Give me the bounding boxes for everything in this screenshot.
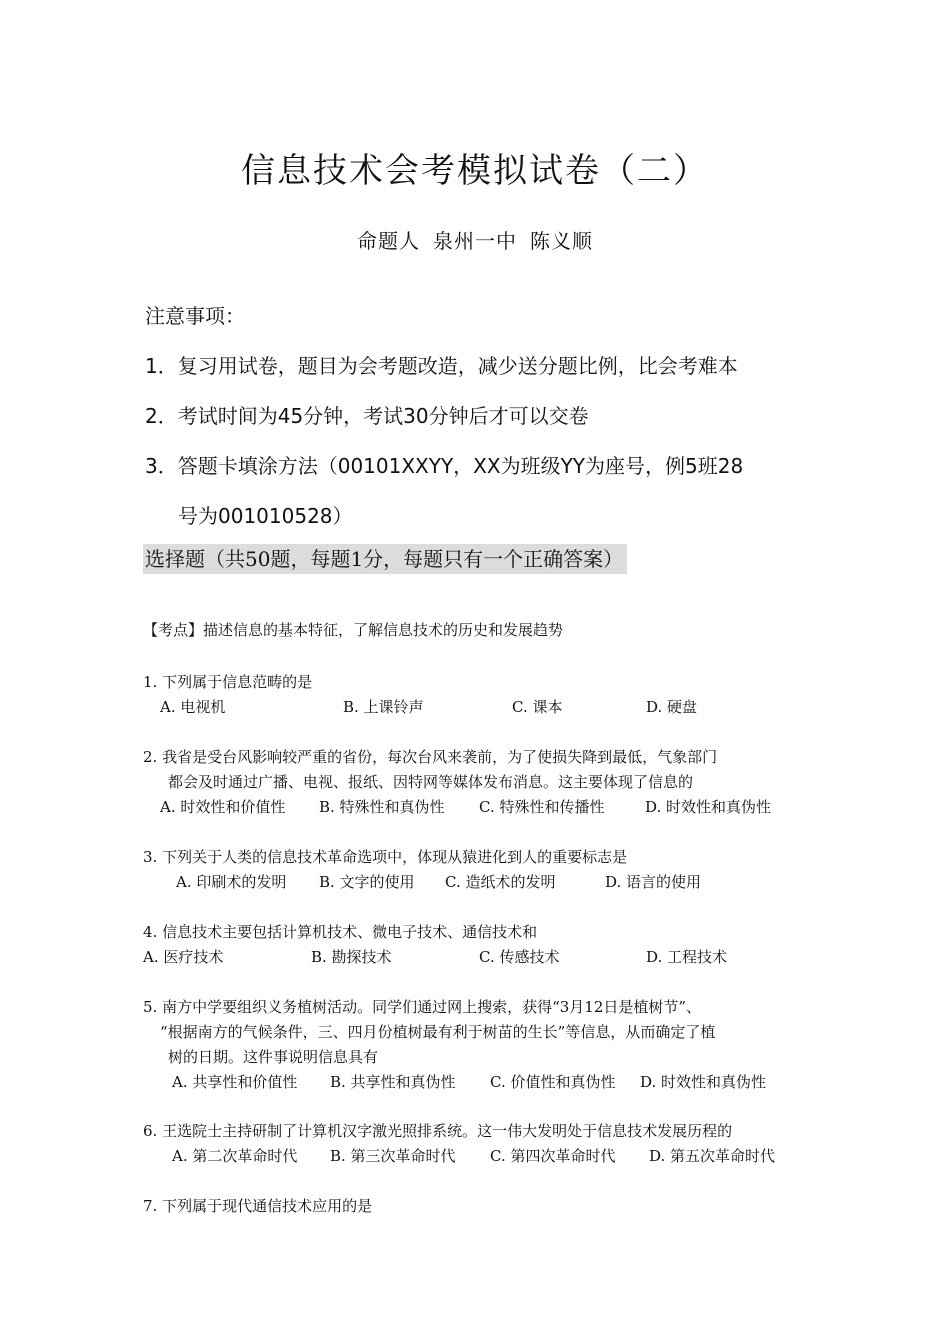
question-1-stem: 1. 下列属于信息范畴的是 [143, 673, 313, 691]
question-6-option-d: D. 第五次革命时代 [649, 1147, 776, 1165]
question-4-option-a: A. 医疗技术 [143, 948, 224, 966]
question-4-option-b: B. 勘探技术 [311, 948, 392, 966]
question-5-option-a: A. 共享性和价值性 [172, 1073, 298, 1091]
question-5-option-b: B. 共享性和真伪性 [330, 1073, 456, 1091]
topic-line: 【考点】描述信息的基本特征，了解信息技术的历史和发展趋势 [143, 621, 564, 639]
question-3-option-b: B. 文字的使用 [319, 873, 415, 891]
question-3-stem: 3. 下列关于人类的信息技术革命选项中，体现从猿进化到人的重要标志是 [143, 848, 628, 866]
question-2-stem-line-2: 都会及时通过广播、电视、报纸、因特网等媒体发布消息。这主要体现了信息的 [168, 773, 694, 791]
question-1-option-a: A. 电视机 [160, 698, 226, 716]
question-3-option-d: D. 语言的使用 [605, 873, 702, 891]
notice-item-3-continued: 号为001010528） [178, 504, 353, 528]
question-3-option-a: A. 印刷术的发明 [176, 873, 287, 891]
author-line: 命题人 泉州一中 陈义顺 [356, 229, 594, 253]
question-6-option-c: C. 第四次革命时代 [490, 1147, 616, 1165]
question-7-stem: 7. 下列属于现代通信技术应用的是 [143, 1197, 373, 1215]
question-5-stem-line-1: 5. 南方中学要组织义务植树活动。同学们通过网上搜索，获得“3月12日是植树节”、 [143, 998, 702, 1016]
question-6-stem: 6. 王选院士主持研制了计算机汉字激光照排系统。这一伟大发明处于信息技术发展历程的 [143, 1122, 733, 1140]
question-2-option-a: A. 时效性和价值性 [160, 798, 286, 816]
question-5-option-c: C. 价值性和真伪性 [490, 1073, 616, 1091]
question-1-option-b: B. 上课铃声 [343, 698, 424, 716]
page-title: 信息技术会考模拟试卷（二） [241, 151, 709, 191]
question-5-option-d: D. 时效性和真伪性 [640, 1073, 767, 1091]
question-4-option-d: D. 工程技术 [646, 948, 728, 966]
question-2-option-d: D. 时效性和真伪性 [645, 798, 772, 816]
question-6-option-a: A. 第二次革命时代 [172, 1147, 298, 1165]
question-6-option-b: B. 第三次革命时代 [330, 1147, 456, 1165]
section-banner: 选择题（共50题，每题1分，每题只有一个正确答案） [143, 544, 627, 574]
question-1-option-c: C. 课本 [512, 698, 563, 716]
question-1-option-d: D. 硬盘 [646, 698, 698, 716]
notice-item-3: 3．答题卡填涂方法（00101XXYY，XX为班级YY为座号，例5班28 [145, 454, 744, 478]
question-5-stem-line-3: 树的日期。这件事说明信息具有 [168, 1048, 379, 1066]
question-4-stem: 4. 信息技术主要包括计算机技术、微电子技术、通信技术和 [143, 923, 538, 941]
question-2-stem-line-1: 2. 我省是受台风影响较严重的省份，每次台风来袭前，为了使损失降到最低，气象部门 [143, 748, 718, 766]
question-3-option-c: C. 造纸术的发明 [445, 873, 556, 891]
question-2-option-b: B. 特殊性和真伪性 [319, 798, 445, 816]
notice-item-2: 2．考试时间为45分钟，考试30分钟后才可以交卷 [145, 404, 589, 428]
question-4-option-c: C. 传感技术 [479, 948, 560, 966]
question-2-option-c: C. 特殊性和传播性 [479, 798, 605, 816]
notice-item-1: 1．复习用试卷，题目为会考题改造，减少送分题比例，比会考难本 [145, 354, 738, 378]
notice-heading: 注意事项： [145, 304, 245, 328]
question-5-stem-line-2: “根据南方的气候条件，三、四月份植树最有利于树苗的生长”等信息，从而确定了植 [160, 1023, 716, 1041]
